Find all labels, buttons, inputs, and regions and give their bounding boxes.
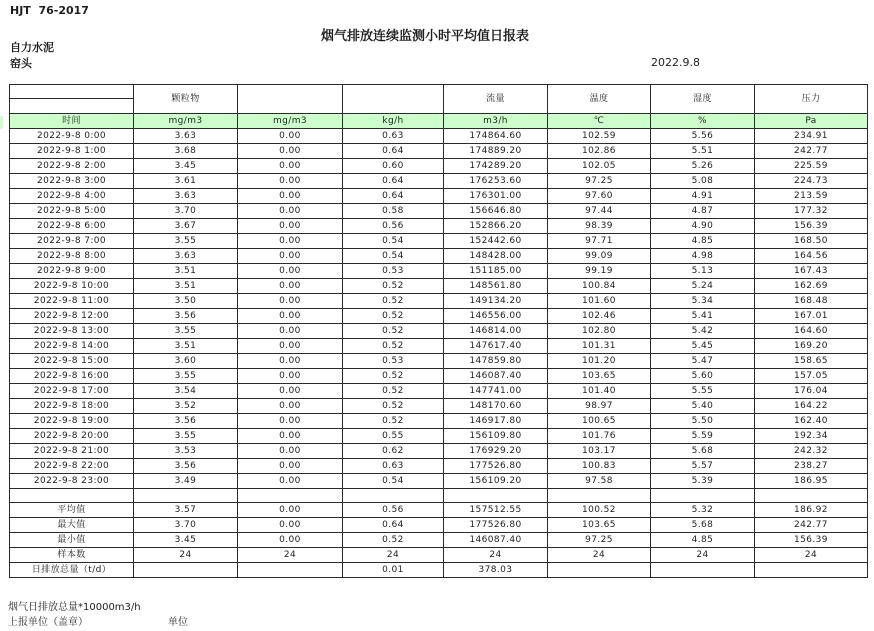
value-cell: 3.63 (134, 249, 238, 264)
value-cell: 5.57 (651, 459, 755, 474)
spacer-row (10, 489, 868, 503)
value-cell: 168.50 (755, 234, 868, 249)
table-row (10, 354, 868, 369)
label-cell: 2022-9-8 20:00 (10, 429, 134, 444)
value-cell: 103.17 (548, 444, 651, 459)
table-row (10, 189, 868, 204)
table-row (10, 279, 868, 294)
table-row (10, 264, 868, 279)
value-cell: 3.51 (134, 264, 238, 279)
table-row (10, 459, 868, 474)
label-cell: 日排放总量（t/d） (10, 563, 134, 578)
value-cell: 3.55 (134, 369, 238, 384)
value-cell: 0.54 (343, 234, 444, 249)
monitoring-table (9, 84, 868, 578)
value-cell: 0.52 (343, 384, 444, 399)
value-cell: 156.39 (755, 533, 868, 548)
unit-cell-mgm3-2: mg/m3 (238, 114, 343, 129)
summary-table-body (10, 503, 868, 578)
value-cell: 148170.60 (444, 399, 548, 414)
value-cell: 157.05 (755, 369, 868, 384)
label-cell: 最小值 (10, 533, 134, 548)
value-cell: 162.69 (755, 279, 868, 294)
table-row (10, 414, 868, 429)
value-cell: 5.45 (651, 339, 755, 354)
value-cell: 0.00 (238, 369, 343, 384)
label-cell: 2022-9-8 15:00 (10, 354, 134, 369)
label-cell: 2022-9-8 5:00 (10, 204, 134, 219)
label-cell: 最大值 (10, 518, 134, 533)
value-cell: 242.77 (755, 518, 868, 533)
value-cell: 0.00 (238, 204, 343, 219)
value-cell: 186.92 (755, 503, 868, 518)
value-cell: 0.00 (238, 279, 343, 294)
value-cell: 3.67 (134, 219, 238, 234)
value-cell: 0.52 (343, 533, 444, 548)
report-date: 2022.9.8 (651, 56, 700, 69)
value-cell: 0.52 (343, 369, 444, 384)
value-cell: 169.20 (755, 339, 868, 354)
table-row (10, 399, 868, 414)
value-cell: 186.95 (755, 474, 868, 489)
value-cell: 24 (651, 548, 755, 563)
value-cell: 101.60 (548, 294, 651, 309)
value-cell: 97.71 (548, 234, 651, 249)
value-cell: 0.00 (238, 414, 343, 429)
value-cell: 4.90 (651, 219, 755, 234)
value-cell: 4.87 (651, 204, 755, 219)
unit-cell-m3h: m3/h (444, 114, 548, 129)
value-cell: 97.25 (548, 174, 651, 189)
label-cell: 样本数 (10, 548, 134, 563)
value-cell: 3.70 (134, 518, 238, 533)
value-cell: 148428.00 (444, 249, 548, 264)
value-cell: 0.52 (343, 339, 444, 354)
value-cell: 0.63 (343, 129, 444, 144)
table-row (10, 339, 868, 354)
label-cell: 2022-9-8 22:00 (10, 459, 134, 474)
standard-code-label: HJT 76-2017 (10, 4, 89, 17)
value-cell: 3.56 (134, 309, 238, 324)
value-cell: 0.58 (343, 204, 444, 219)
value-cell: 101.31 (548, 339, 651, 354)
label-cell: 2022-9-8 4:00 (10, 189, 134, 204)
table-row (10, 324, 868, 339)
header-cell-empty-top (10, 85, 134, 99)
value-cell: 5.39 (651, 474, 755, 489)
label-cell: 2022-9-8 10:00 (10, 279, 134, 294)
value-cell: 97.60 (548, 189, 651, 204)
value-cell: 0.64 (343, 189, 444, 204)
value-cell: 156646.80 (444, 204, 548, 219)
header-cell-particulate: 颗粒物 (134, 85, 238, 114)
value-cell: 98.39 (548, 219, 651, 234)
value-cell: 177526.80 (444, 459, 548, 474)
page-title: 烟气排放连续监测小时平均值日报表 (320, 29, 529, 44)
value-cell: 147617.40 (444, 339, 548, 354)
value-cell: 0.53 (343, 354, 444, 369)
value-cell: 0.64 (343, 174, 444, 189)
label-cell: 2022-9-8 11:00 (10, 294, 134, 309)
value-cell: 103.65 (548, 518, 651, 533)
value-cell: 0.00 (238, 533, 343, 548)
value-cell: 0.60 (343, 159, 444, 174)
value-cell: 234.91 (755, 129, 868, 144)
value-cell: 101.20 (548, 354, 651, 369)
value-cell: 24 (238, 548, 343, 563)
value-cell: 3.70 (134, 204, 238, 219)
value-cell: 3.57 (134, 503, 238, 518)
value-cell: 0.63 (343, 459, 444, 474)
value-cell (548, 563, 651, 578)
header-cell-pressure: 压力 (755, 85, 868, 114)
value-cell: 99.09 (548, 249, 651, 264)
value-cell: 3.56 (134, 459, 238, 474)
unit-cell-kgh: kg/h (343, 114, 444, 129)
value-cell: 147741.00 (444, 384, 548, 399)
value-cell: 147859.80 (444, 354, 548, 369)
label-cell: 2022-9-8 17:00 (10, 384, 134, 399)
value-cell: 3.50 (134, 294, 238, 309)
value-cell (651, 563, 755, 578)
value-cell: 0.00 (238, 219, 343, 234)
value-cell: 3.52 (134, 399, 238, 414)
value-cell: 4.85 (651, 234, 755, 249)
value-cell (755, 563, 868, 578)
value-cell: 0.00 (238, 429, 343, 444)
label-cell: 2022-9-8 12:00 (10, 309, 134, 324)
value-cell: 5.60 (651, 369, 755, 384)
value-cell: 152442.60 (444, 234, 548, 249)
value-cell: 5.59 (651, 429, 755, 444)
value-cell: 5.47 (651, 354, 755, 369)
row-fill-overflow (0, 116, 3, 129)
value-cell: 0.62 (343, 444, 444, 459)
value-cell: 146087.40 (444, 533, 548, 548)
value-cell: 24 (548, 548, 651, 563)
value-cell: 157512.55 (444, 503, 548, 518)
value-cell: 100.83 (548, 459, 651, 474)
value-cell: 5.13 (651, 264, 755, 279)
value-cell: 5.34 (651, 294, 755, 309)
station-name: 窑头 (10, 57, 32, 70)
value-cell: 146814.00 (444, 324, 548, 339)
value-cell: 3.53 (134, 444, 238, 459)
value-cell: 156109.20 (444, 474, 548, 489)
unit-header-row (10, 114, 868, 129)
value-cell: 98.97 (548, 399, 651, 414)
value-cell: 0.00 (238, 384, 343, 399)
value-cell: 0.00 (238, 459, 343, 474)
value-cell: 177.32 (755, 204, 868, 219)
value-cell: 0.00 (238, 129, 343, 144)
value-cell: 378.03 (444, 563, 548, 578)
value-cell (134, 563, 238, 578)
value-cell: 176301.00 (444, 189, 548, 204)
value-cell: 5.40 (651, 399, 755, 414)
value-cell: 0.00 (238, 159, 343, 174)
value-cell: 3.45 (134, 533, 238, 548)
table-row (10, 129, 868, 144)
value-cell: 5.41 (651, 309, 755, 324)
value-cell: 149134.20 (444, 294, 548, 309)
unit-cell-celsius: ℃ (548, 114, 651, 129)
value-cell: 176.04 (755, 384, 868, 399)
value-cell: 5.32 (651, 503, 755, 518)
value-cell: 5.26 (651, 159, 755, 174)
value-cell: 3.68 (134, 144, 238, 159)
value-cell: 146556.00 (444, 309, 548, 324)
value-cell: 156.39 (755, 219, 868, 234)
unit-cell-time: 时间 (10, 114, 134, 129)
table-row (10, 219, 868, 234)
group-header-row (10, 85, 868, 99)
flow-total-note: 烟气日排放总量*10000m3/h (8, 602, 141, 613)
value-cell: 5.51 (651, 144, 755, 159)
value-cell: 3.63 (134, 189, 238, 204)
label-cell: 2022-9-8 18:00 (10, 399, 134, 414)
label-cell: 2022-9-8 1:00 (10, 144, 134, 159)
table-row (10, 204, 868, 219)
value-cell: 0.00 (238, 294, 343, 309)
label-cell: 2022-9-8 23:00 (10, 474, 134, 489)
value-cell: 24 (134, 548, 238, 563)
table-row (10, 159, 868, 174)
table-row (10, 294, 868, 309)
unit-cell-percent: % (651, 114, 755, 129)
label-cell: 2022-9-8 7:00 (10, 234, 134, 249)
table-row (10, 234, 868, 249)
value-cell: 3.61 (134, 174, 238, 189)
report-unit-label: 上报单位（盖章） (8, 617, 88, 628)
value-cell: 3.63 (134, 129, 238, 144)
value-cell: 97.58 (548, 474, 651, 489)
value-cell: 0.00 (238, 309, 343, 324)
value-cell: 0.00 (238, 444, 343, 459)
value-cell: 100.65 (548, 414, 651, 429)
value-cell: 162.40 (755, 414, 868, 429)
table-row (10, 144, 868, 159)
value-cell: 167.01 (755, 309, 868, 324)
label-cell: 2022-9-8 19:00 (10, 414, 134, 429)
value-cell: 5.08 (651, 174, 755, 189)
value-cell: 24 (343, 548, 444, 563)
label-cell: 2022-9-8 14:00 (10, 339, 134, 354)
value-cell: 100.52 (548, 503, 651, 518)
value-cell: 168.48 (755, 294, 868, 309)
value-cell: 3.56 (134, 414, 238, 429)
value-cell: 101.40 (548, 384, 651, 399)
value-cell: 5.56 (651, 129, 755, 144)
summary-row (10, 548, 868, 563)
value-cell: 102.46 (548, 309, 651, 324)
value-cell: 5.68 (651, 518, 755, 533)
value-cell: 0.52 (343, 414, 444, 429)
value-cell: 0.00 (238, 503, 343, 518)
label-cell: 2022-9-8 9:00 (10, 264, 134, 279)
value-cell: 0.00 (238, 354, 343, 369)
value-cell: 0.00 (238, 339, 343, 354)
value-cell: 3.49 (134, 474, 238, 489)
value-cell: 0.64 (343, 518, 444, 533)
value-cell: 3.51 (134, 279, 238, 294)
value-cell: 164.60 (755, 324, 868, 339)
unit-cell-mgm3: mg/m3 (134, 114, 238, 129)
value-cell: 151185.00 (444, 264, 548, 279)
value-cell: 0.52 (343, 294, 444, 309)
table-row (10, 249, 868, 264)
label-cell: 2022-9-8 2:00 (10, 159, 134, 174)
value-cell: 102.59 (548, 129, 651, 144)
value-cell: 213.59 (755, 189, 868, 204)
value-cell: 4.85 (651, 533, 755, 548)
value-cell: 174289.20 (444, 159, 548, 174)
value-cell: 0.00 (238, 174, 343, 189)
value-cell: 192.34 (755, 429, 868, 444)
value-cell: 0.00 (238, 249, 343, 264)
value-cell: 0.54 (343, 249, 444, 264)
summary-row (10, 518, 868, 533)
value-cell: 148561.80 (444, 279, 548, 294)
value-cell: 0.00 (238, 234, 343, 249)
value-cell: 0.52 (343, 324, 444, 339)
header-cell-empty-bottom (10, 99, 134, 114)
label-cell: 2022-9-8 13:00 (10, 324, 134, 339)
value-cell: 0.00 (238, 324, 343, 339)
company-name: 自力水泥 (10, 41, 54, 54)
summary-row (10, 533, 868, 548)
value-cell: 0.00 (238, 399, 343, 414)
value-cell: 5.50 (651, 414, 755, 429)
value-cell: 3.55 (134, 324, 238, 339)
value-cell: 0.53 (343, 264, 444, 279)
value-cell: 5.55 (651, 384, 755, 399)
label-cell: 2022-9-8 3:00 (10, 174, 134, 189)
table-row (10, 384, 868, 399)
value-cell: 102.05 (548, 159, 651, 174)
value-cell: 0.56 (343, 503, 444, 518)
value-cell: 242.77 (755, 144, 868, 159)
value-cell: 152866.20 (444, 219, 548, 234)
value-cell: 176253.60 (444, 174, 548, 189)
value-cell: 97.25 (548, 533, 651, 548)
label-cell: 2022-9-8 6:00 (10, 219, 134, 234)
label-cell: 2022-9-8 21:00 (10, 444, 134, 459)
value-cell: 3.51 (134, 339, 238, 354)
value-cell: 177526.80 (444, 518, 548, 533)
table-row (10, 174, 868, 189)
summary-row (10, 503, 868, 518)
value-cell: 0.52 (343, 309, 444, 324)
table-row (10, 369, 868, 384)
header-cell-empty-2 (238, 85, 343, 114)
value-cell: 0.52 (343, 399, 444, 414)
label-cell: 2022-9-8 8:00 (10, 249, 134, 264)
header-cell-flow: 流量 (444, 85, 548, 114)
label-cell: 平均值 (10, 503, 134, 518)
value-cell: 3.55 (134, 234, 238, 249)
report-table-body (10, 129, 868, 489)
value-cell: 24 (755, 548, 868, 563)
value-cell: 156109.80 (444, 429, 548, 444)
value-cell: 0.00 (238, 144, 343, 159)
value-cell: 0.00 (238, 518, 343, 533)
value-cell: 4.91 (651, 189, 755, 204)
value-cell: 146917.80 (444, 414, 548, 429)
value-cell: 100.84 (548, 279, 651, 294)
value-cell: 164.22 (755, 399, 868, 414)
value-cell: 5.68 (651, 444, 755, 459)
value-cell: 0.01 (343, 563, 444, 578)
table-row (10, 474, 868, 489)
value-cell: 238.27 (755, 459, 868, 474)
value-cell: 4.98 (651, 249, 755, 264)
value-cell: 0.00 (238, 189, 343, 204)
value-cell: 101.76 (548, 429, 651, 444)
value-cell: 0.56 (343, 219, 444, 234)
value-cell: 102.86 (548, 144, 651, 159)
value-cell: 3.55 (134, 429, 238, 444)
value-cell: 24 (444, 548, 548, 563)
value-cell: 225.59 (755, 159, 868, 174)
value-cell: 0.54 (343, 474, 444, 489)
value-cell: 99.19 (548, 264, 651, 279)
value-cell: 103.65 (548, 369, 651, 384)
value-cell: 176929.20 (444, 444, 548, 459)
label-cell: 2022-9-8 0:00 (10, 129, 134, 144)
label-cell: 2022-9-8 16:00 (10, 369, 134, 384)
value-cell: 224.73 (755, 174, 868, 189)
value-cell: 158.65 (755, 354, 868, 369)
value-cell: 174864.60 (444, 129, 548, 144)
summary-row (10, 563, 868, 578)
value-cell: 0.55 (343, 429, 444, 444)
value-cell: 3.54 (134, 384, 238, 399)
header-cell-humidity: 湿度 (651, 85, 755, 114)
value-cell: 5.24 (651, 279, 755, 294)
value-cell: 242.32 (755, 444, 868, 459)
unit-label: 单位 (168, 617, 188, 628)
value-cell: 0.64 (343, 144, 444, 159)
value-cell: 5.42 (651, 324, 755, 339)
table-row (10, 429, 868, 444)
header-cell-temperature: 温度 (548, 85, 651, 114)
value-cell: 0.00 (238, 474, 343, 489)
value-cell: 174889.20 (444, 144, 548, 159)
table-row (10, 444, 868, 459)
value-cell: 0.00 (238, 264, 343, 279)
table-row (10, 309, 868, 324)
value-cell: 3.60 (134, 354, 238, 369)
value-cell: 167.43 (755, 264, 868, 279)
value-cell (238, 563, 343, 578)
value-cell: 97.44 (548, 204, 651, 219)
value-cell: 0.52 (343, 279, 444, 294)
value-cell: 3.45 (134, 159, 238, 174)
value-cell: 164.56 (755, 249, 868, 264)
value-cell: 146087.40 (444, 369, 548, 384)
header-cell-empty-3 (343, 85, 444, 114)
unit-cell-pa: Pa (755, 114, 868, 129)
value-cell: 102.80 (548, 324, 651, 339)
